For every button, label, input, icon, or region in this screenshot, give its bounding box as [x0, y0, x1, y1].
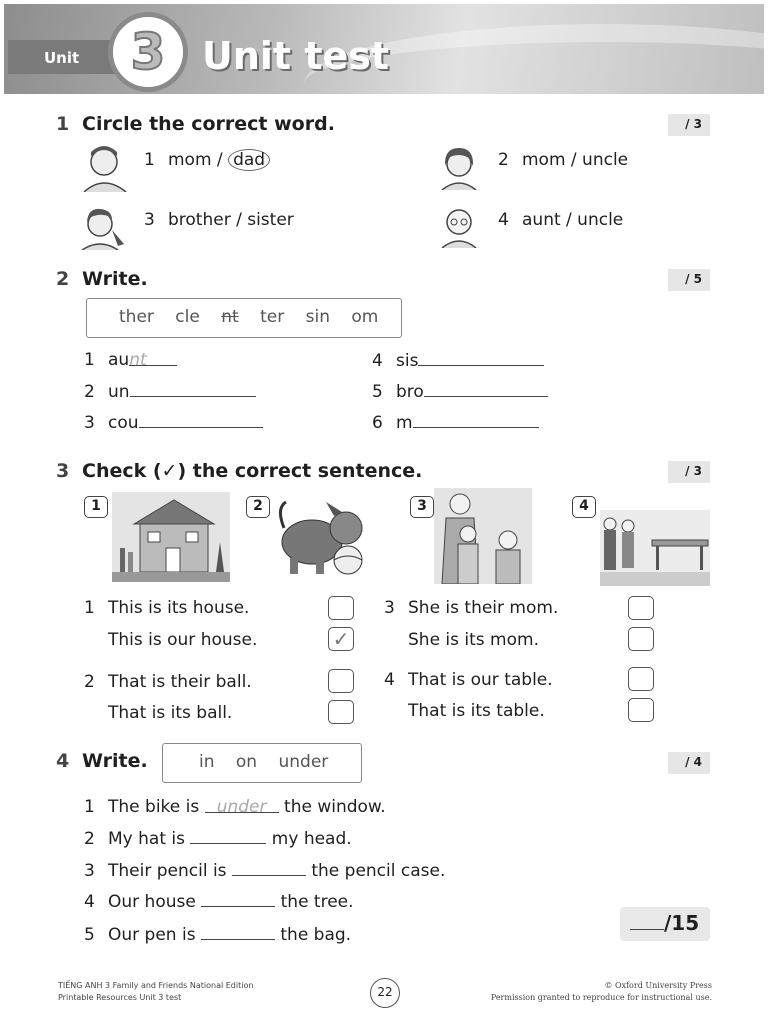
dog-ball-picture	[276, 498, 368, 580]
section-2-title: 2 Write.	[56, 268, 148, 290]
word-box-syllables	[86, 298, 402, 338]
s2-item-6: 6 m	[372, 412, 539, 433]
section-1-score: / 3	[668, 114, 710, 136]
word-chip: cle	[175, 307, 200, 327]
word-chip: sin	[305, 307, 330, 327]
s3-item-1a: 1 This is its house.	[84, 598, 250, 618]
footer-credits	[58, 980, 253, 1004]
s4-item-1: 1 The bike is under the window.	[84, 797, 386, 817]
total-score: /15	[620, 907, 710, 941]
answer-blank[interactable]	[139, 412, 263, 428]
word-chip: ter	[260, 307, 285, 327]
s1-item-3: 3 brother / sister	[144, 210, 294, 230]
s2-item-5: 5 bro	[372, 381, 548, 402]
footer-copyright	[491, 980, 712, 1004]
answer-blank[interactable]: under	[205, 797, 279, 813]
answer-blank[interactable]	[201, 924, 275, 940]
unit-label: Unit	[8, 40, 116, 74]
answer-blank[interactable]	[232, 860, 306, 876]
checkbox-checked[interactable]: ✓	[328, 627, 354, 651]
section-3-title: 3 Check (✓) the correct sentence.	[56, 460, 423, 482]
children-table-picture	[600, 510, 710, 586]
section-1-title: 1 Circle the correct word.	[56, 113, 335, 135]
page-number: 22	[370, 978, 400, 1008]
answer-blank[interactable]	[418, 350, 544, 366]
copyright-line: © Oxford University Press	[604, 981, 712, 990]
s3-item-2b: That is its ball.	[108, 703, 233, 723]
checkbox[interactable]	[328, 700, 354, 724]
page-title: Unit test	[202, 34, 390, 78]
checkbox[interactable]	[628, 667, 654, 691]
word-chip: ther	[119, 307, 154, 327]
s3-item-1b: This is our house.	[108, 630, 258, 650]
s3-item-2a: 2 That is their ball.	[84, 672, 252, 692]
s4-item-2: 2 My hat is my head.	[84, 829, 352, 849]
s2-item-3: 3 cou	[84, 412, 263, 433]
word-box-prepositions	[162, 743, 362, 783]
s2-item-2: 2 un	[84, 381, 256, 402]
unit-number: 3	[108, 12, 188, 92]
word-chip: on	[235, 752, 258, 772]
footer-resource: Printable Resources Unit 3 test	[58, 993, 182, 1002]
dad-face-icon	[80, 142, 132, 192]
section-4-title: 4 Write.	[56, 750, 148, 772]
checkbox[interactable]	[628, 627, 654, 651]
grandparent-face-icon	[436, 202, 482, 248]
s4-item-5: 5 Our pen is the bag.	[84, 925, 352, 945]
s4-item-3: 3 Their pencil is the pencil case.	[84, 861, 446, 881]
picture-label: 1	[84, 496, 108, 518]
word-chip-used: nt	[221, 307, 239, 327]
s1-item-4: 4 aunt / uncle	[498, 210, 624, 230]
word-chip: om	[351, 307, 379, 327]
footer-book-title: TIẾNG ANH 3 Family and Friends National Edition	[58, 981, 254, 990]
answer-blank[interactable]	[130, 381, 256, 397]
s2-item-1: 1 aunt	[84, 350, 177, 370]
checkbox[interactable]	[628, 698, 654, 722]
total-score-blank[interactable]	[630, 914, 664, 930]
answer-blank[interactable]: nt	[129, 350, 177, 366]
word-chip: under	[278, 752, 329, 772]
picture-label: 4	[572, 496, 596, 518]
word-chip: in	[199, 752, 215, 772]
checkbox[interactable]	[628, 596, 654, 620]
answer-blank[interactable]	[413, 412, 539, 428]
checkbox[interactable]	[328, 596, 354, 620]
house-picture	[112, 492, 230, 582]
section-3-score: / 3	[668, 461, 710, 483]
s3-item-4a: 4 That is our table.	[384, 670, 553, 690]
s3-item-3a: 3 She is their mom.	[384, 598, 559, 618]
checkbox[interactable]	[328, 669, 354, 693]
answer-blank[interactable]	[190, 828, 266, 844]
unit-header	[4, 4, 764, 94]
section-4-score: / 4	[668, 752, 710, 774]
s2-item-4: 4 sis	[372, 350, 544, 371]
s4-item-4: 4 Our house the tree.	[84, 892, 354, 912]
sister-face-icon	[78, 204, 126, 250]
section-2-score: / 5	[668, 269, 710, 291]
s3-item-3b: She is its mom.	[408, 630, 539, 650]
picture-label: 2	[246, 496, 270, 518]
circled-answer: dad	[228, 149, 270, 171]
picture-label: 3	[410, 496, 434, 518]
answer-blank[interactable]	[424, 381, 548, 397]
s3-item-4b: That is its table.	[408, 701, 545, 721]
answer-blank[interactable]	[201, 891, 275, 907]
permission-line: Permission granted to reproduce for instructional use.	[490, 993, 712, 1002]
s1-item-2: 2 mom / uncle	[498, 150, 629, 170]
family-picture	[434, 488, 532, 584]
s1-item-1: 1 mom / dad	[144, 150, 270, 170]
mom-face-icon	[436, 144, 482, 190]
